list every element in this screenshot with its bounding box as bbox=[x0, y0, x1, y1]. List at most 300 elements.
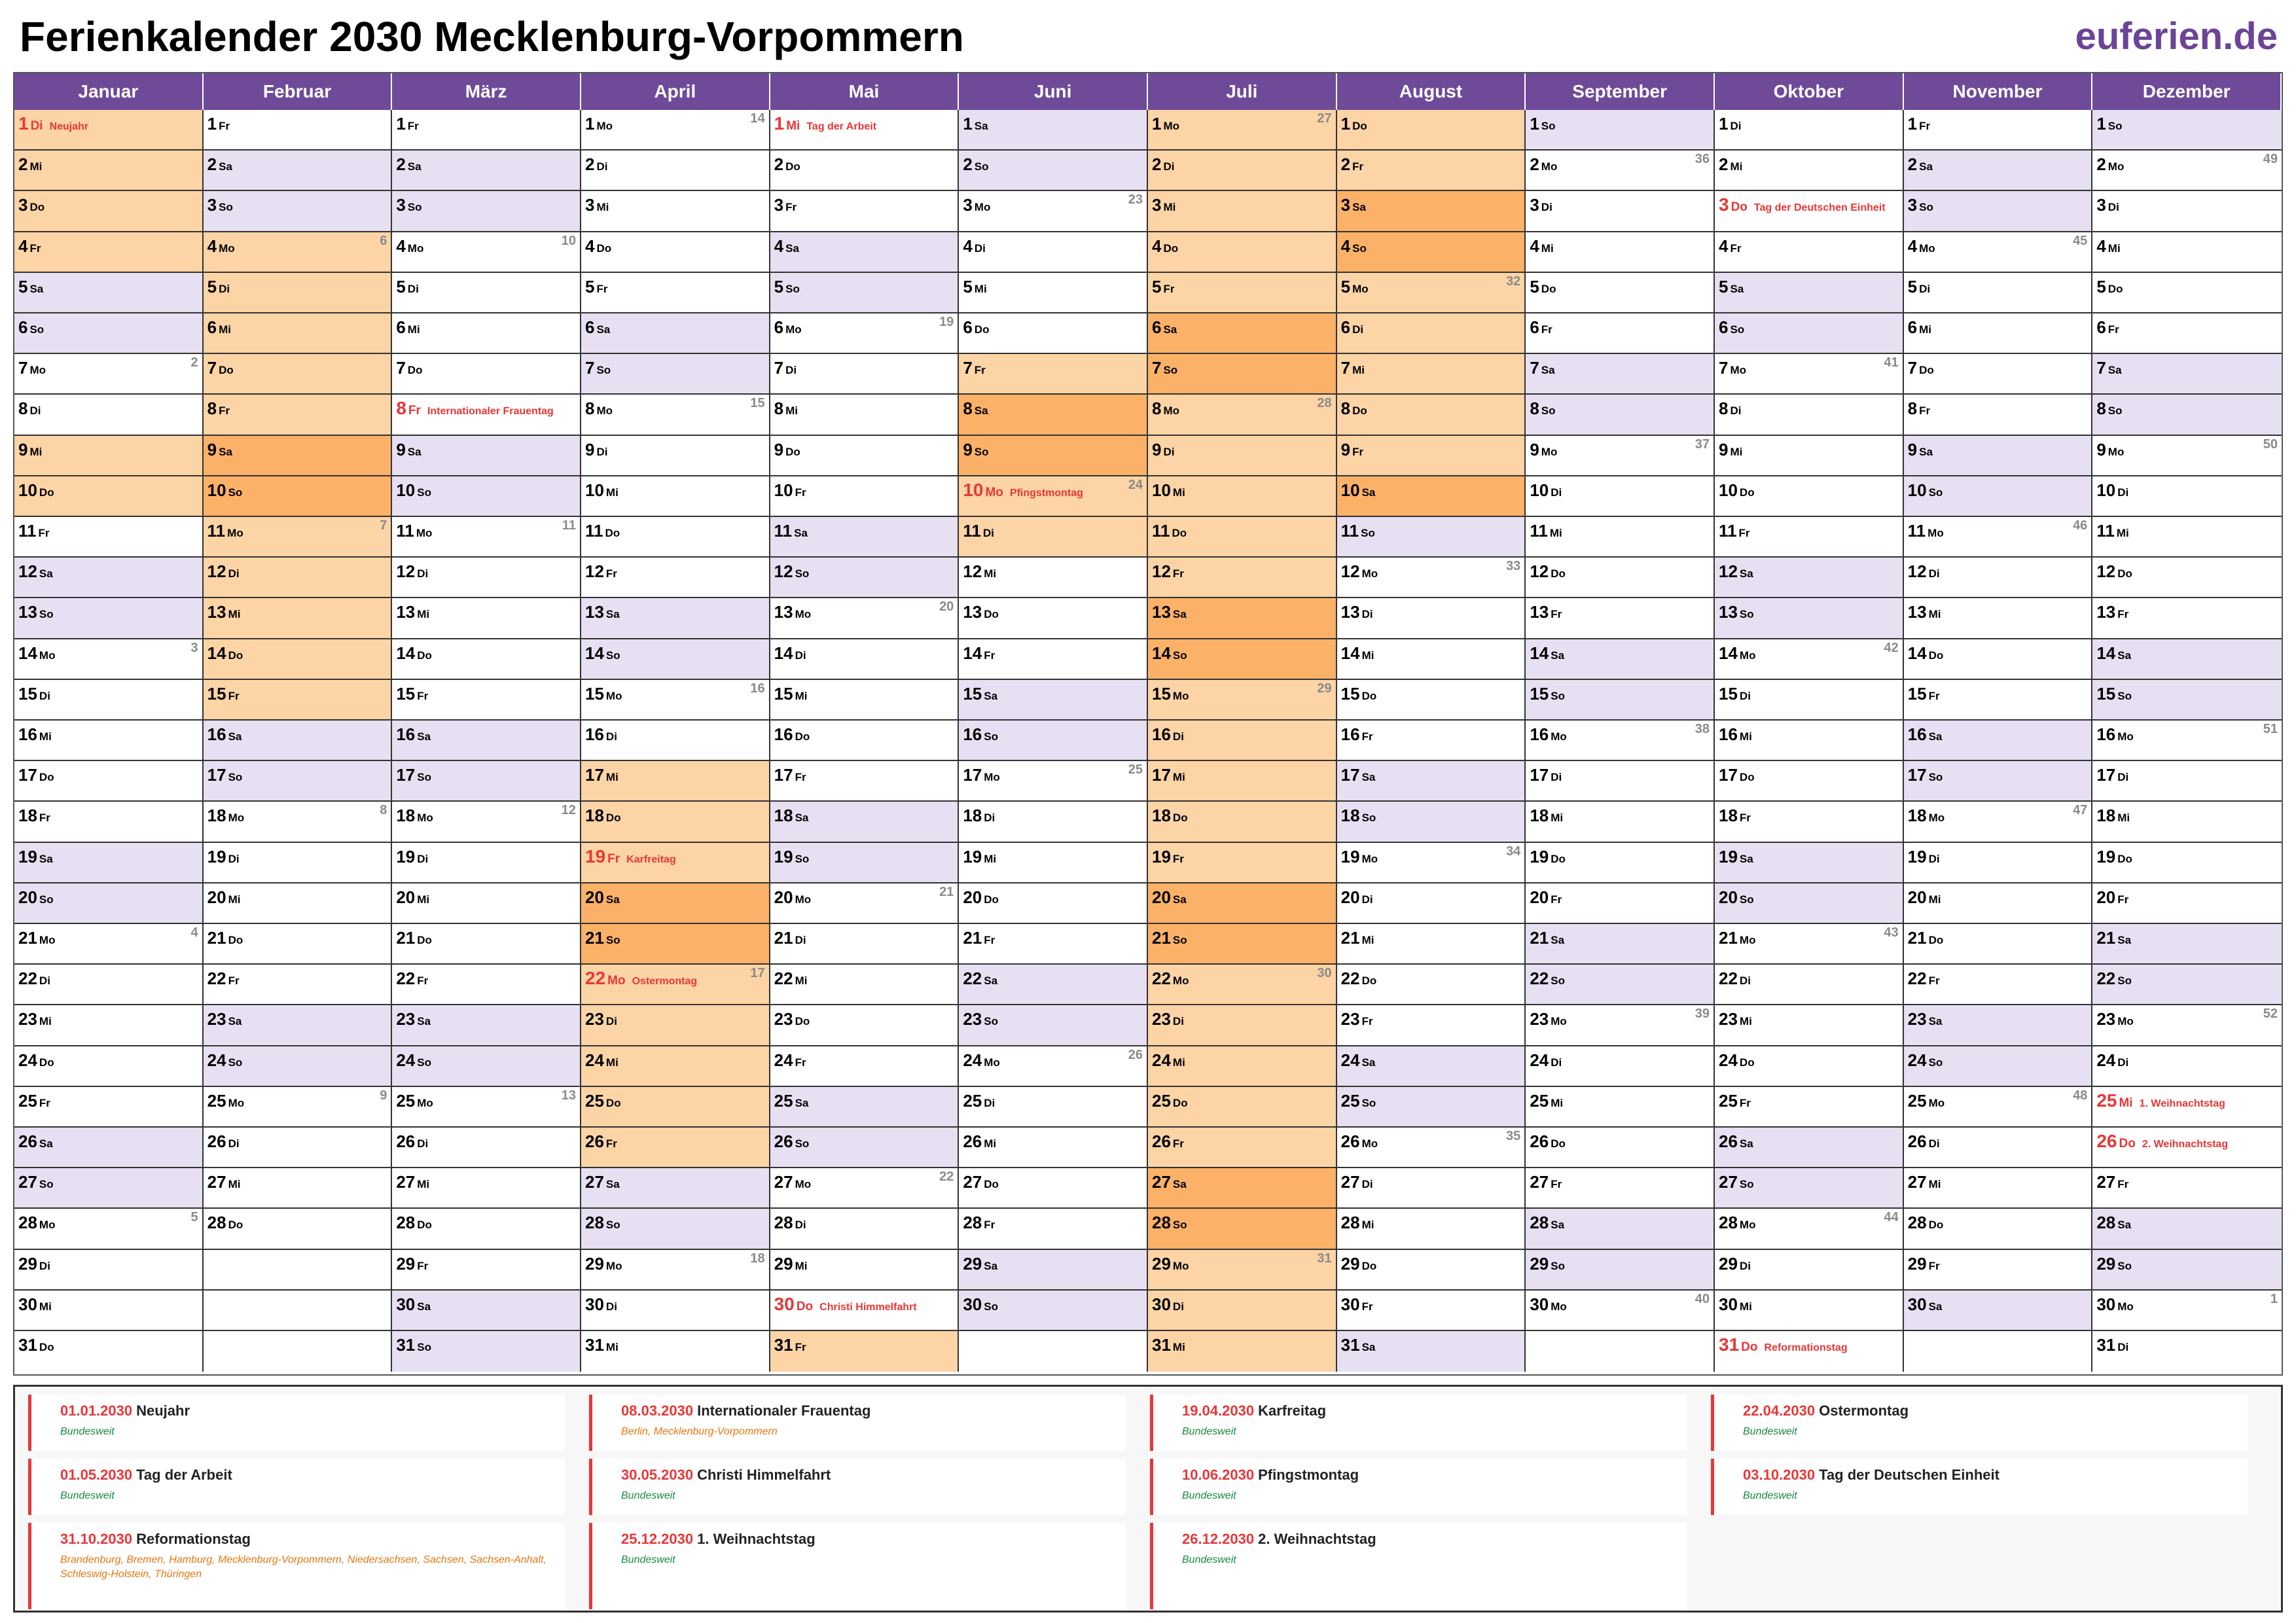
day-cell[interactable] bbox=[1715, 802, 1904, 842]
day-cell[interactable] bbox=[14, 354, 204, 395]
day-cell[interactable] bbox=[392, 639, 581, 680]
day-cell[interactable] bbox=[770, 680, 960, 721]
day-cell[interactable] bbox=[204, 639, 393, 680]
day-cell[interactable] bbox=[1337, 639, 1526, 680]
day-cell[interactable] bbox=[392, 1250, 581, 1291]
day-cell[interactable] bbox=[204, 598, 393, 639]
day-cell[interactable] bbox=[1715, 924, 1904, 965]
day-cell[interactable] bbox=[770, 273, 960, 313]
day-cell[interactable] bbox=[14, 1250, 204, 1291]
day-cell[interactable] bbox=[581, 110, 770, 151]
day-cell[interactable] bbox=[1148, 680, 1337, 721]
day-cell[interactable] bbox=[581, 761, 770, 802]
day-cell[interactable] bbox=[392, 965, 581, 1005]
day-cell[interactable] bbox=[14, 598, 204, 639]
day-cell[interactable] bbox=[1148, 558, 1337, 598]
day-cell[interactable] bbox=[2092, 558, 2282, 598]
day-cell[interactable] bbox=[1904, 436, 2093, 476]
day-cell[interactable] bbox=[2092, 680, 2282, 721]
day-cell[interactable] bbox=[770, 395, 960, 435]
day-cell[interactable] bbox=[581, 883, 770, 924]
day-cell[interactable] bbox=[204, 1209, 393, 1249]
day-cell[interactable] bbox=[581, 1168, 770, 1209]
day-cell[interactable] bbox=[1715, 1209, 1904, 1249]
day-cell[interactable] bbox=[14, 517, 204, 558]
day-cell[interactable] bbox=[2092, 436, 2282, 476]
day-cell[interactable] bbox=[1526, 232, 1715, 273]
day-cell[interactable] bbox=[1526, 1209, 1715, 1249]
day-cell[interactable] bbox=[1148, 883, 1337, 924]
day-cell[interactable] bbox=[1337, 761, 1526, 802]
day-cell[interactable] bbox=[2092, 1087, 2282, 1128]
day-cell[interactable] bbox=[959, 476, 1148, 517]
day-cell[interactable] bbox=[392, 1087, 581, 1128]
day-cell[interactable] bbox=[14, 1168, 204, 1209]
day-cell[interactable] bbox=[1715, 517, 1904, 558]
day-cell[interactable] bbox=[392, 232, 581, 273]
day-cell[interactable] bbox=[959, 232, 1148, 273]
day-cell[interactable] bbox=[581, 721, 770, 761]
day-cell[interactable] bbox=[204, 476, 393, 517]
day-cell[interactable] bbox=[1337, 721, 1526, 761]
day-cell[interactable] bbox=[2092, 1005, 2282, 1046]
day-cell[interactable] bbox=[1337, 1209, 1526, 1249]
day-cell[interactable] bbox=[2092, 1209, 2282, 1249]
day-cell[interactable] bbox=[1148, 273, 1337, 313]
day-cell[interactable] bbox=[204, 110, 393, 151]
day-cell[interactable] bbox=[392, 436, 581, 476]
day-cell[interactable] bbox=[959, 721, 1148, 761]
day-cell[interactable] bbox=[1337, 232, 1526, 273]
day-cell[interactable] bbox=[1526, 802, 1715, 842]
day-cell[interactable] bbox=[581, 273, 770, 313]
day-cell[interactable] bbox=[1526, 476, 1715, 517]
day-cell[interactable] bbox=[1337, 802, 1526, 842]
day-cell[interactable] bbox=[770, 883, 960, 924]
day-cell[interactable] bbox=[1715, 1046, 1904, 1087]
day-cell[interactable] bbox=[581, 1209, 770, 1249]
day-cell[interactable] bbox=[2092, 1291, 2282, 1331]
day-cell[interactable] bbox=[14, 1005, 204, 1046]
day-cell[interactable] bbox=[1337, 965, 1526, 1005]
day-cell[interactable] bbox=[959, 1046, 1148, 1087]
day-cell[interactable] bbox=[204, 883, 393, 924]
day-cell[interactable] bbox=[1337, 273, 1526, 313]
day-cell[interactable] bbox=[392, 883, 581, 924]
day-cell[interactable] bbox=[14, 721, 204, 761]
day-cell[interactable] bbox=[581, 1331, 770, 1372]
day-cell[interactable] bbox=[2092, 232, 2282, 273]
day-cell[interactable] bbox=[581, 1005, 770, 1046]
day-cell[interactable] bbox=[959, 598, 1148, 639]
day-cell[interactable] bbox=[1904, 1087, 2093, 1128]
day-cell[interactable] bbox=[1337, 354, 1526, 395]
day-cell[interactable] bbox=[1148, 1087, 1337, 1128]
day-cell[interactable] bbox=[2092, 721, 2282, 761]
day-cell[interactable] bbox=[959, 965, 1148, 1005]
day-cell[interactable] bbox=[1148, 1291, 1337, 1331]
day-cell[interactable] bbox=[204, 965, 393, 1005]
day-cell[interactable] bbox=[204, 1005, 393, 1046]
day-cell[interactable] bbox=[1715, 1128, 1904, 1168]
day-cell[interactable] bbox=[1526, 395, 1715, 435]
day-cell[interactable] bbox=[959, 1005, 1148, 1046]
day-cell[interactable] bbox=[1148, 476, 1337, 517]
day-cell[interactable] bbox=[581, 313, 770, 354]
day-cell[interactable] bbox=[392, 843, 581, 883]
day-cell[interactable] bbox=[1715, 680, 1904, 721]
day-cell[interactable] bbox=[1337, 843, 1526, 883]
day-cell[interactable] bbox=[770, 1005, 960, 1046]
day-cell[interactable] bbox=[1148, 232, 1337, 273]
day-cell[interactable] bbox=[1904, 802, 2093, 842]
day-cell[interactable] bbox=[204, 721, 393, 761]
day-cell[interactable] bbox=[1904, 191, 2093, 232]
day-cell[interactable] bbox=[204, 232, 393, 273]
day-cell[interactable] bbox=[1148, 1331, 1337, 1372]
day-cell[interactable] bbox=[1715, 883, 1904, 924]
day-cell[interactable] bbox=[2092, 273, 2282, 313]
day-cell[interactable] bbox=[581, 191, 770, 232]
day-cell[interactable] bbox=[14, 1331, 204, 1372]
day-cell[interactable] bbox=[14, 1209, 204, 1249]
day-cell[interactable] bbox=[392, 1331, 581, 1372]
day-cell[interactable] bbox=[1904, 639, 2093, 680]
day-cell[interactable] bbox=[1715, 395, 1904, 435]
day-cell[interactable] bbox=[392, 313, 581, 354]
day-cell[interactable] bbox=[392, 1168, 581, 1209]
day-cell[interactable] bbox=[770, 517, 960, 558]
day-cell[interactable] bbox=[204, 843, 393, 883]
day-cell[interactable] bbox=[392, 598, 581, 639]
day-cell[interactable] bbox=[1337, 1087, 1526, 1128]
day-cell[interactable] bbox=[1904, 761, 2093, 802]
day-cell[interactable] bbox=[392, 1046, 581, 1087]
day-cell[interactable] bbox=[1148, 395, 1337, 435]
day-cell[interactable] bbox=[1337, 1168, 1526, 1209]
day-cell[interactable] bbox=[1904, 395, 2093, 435]
day-cell[interactable] bbox=[959, 395, 1148, 435]
day-cell[interactable] bbox=[770, 1291, 960, 1331]
day-cell[interactable] bbox=[1526, 965, 1715, 1005]
day-cell[interactable] bbox=[1904, 1331, 2093, 1372]
day-cell[interactable] bbox=[1148, 354, 1337, 395]
day-cell[interactable] bbox=[1148, 598, 1337, 639]
day-cell[interactable] bbox=[204, 1250, 393, 1291]
day-cell[interactable] bbox=[2092, 598, 2282, 639]
day-cell[interactable] bbox=[1715, 110, 1904, 151]
day-cell[interactable] bbox=[2092, 802, 2282, 842]
day-cell[interactable] bbox=[959, 436, 1148, 476]
day-cell[interactable] bbox=[770, 313, 960, 354]
day-cell[interactable] bbox=[1715, 1331, 1904, 1372]
day-cell[interactable] bbox=[1526, 558, 1715, 598]
day-cell[interactable] bbox=[959, 883, 1148, 924]
day-cell[interactable] bbox=[1526, 110, 1715, 151]
day-cell[interactable] bbox=[1715, 1168, 1904, 1209]
day-cell[interactable] bbox=[770, 151, 960, 191]
day-cell[interactable] bbox=[581, 354, 770, 395]
day-cell[interactable] bbox=[1148, 843, 1337, 883]
day-cell[interactable] bbox=[1904, 517, 2093, 558]
day-cell[interactable] bbox=[1148, 1209, 1337, 1249]
day-cell[interactable] bbox=[959, 517, 1148, 558]
day-cell[interactable] bbox=[2092, 395, 2282, 435]
day-cell[interactable] bbox=[1526, 883, 1715, 924]
day-cell[interactable] bbox=[581, 680, 770, 721]
day-cell[interactable] bbox=[1148, 151, 1337, 191]
day-cell[interactable] bbox=[1337, 883, 1526, 924]
day-cell[interactable] bbox=[14, 965, 204, 1005]
day-cell[interactable] bbox=[1148, 436, 1337, 476]
day-cell[interactable] bbox=[1337, 476, 1526, 517]
day-cell[interactable] bbox=[581, 558, 770, 598]
day-cell[interactable] bbox=[1337, 517, 1526, 558]
day-cell[interactable] bbox=[1715, 1291, 1904, 1331]
day-cell[interactable] bbox=[14, 1128, 204, 1168]
day-cell[interactable] bbox=[1526, 191, 1715, 232]
day-cell[interactable] bbox=[2092, 1128, 2282, 1168]
day-cell[interactable] bbox=[581, 151, 770, 191]
day-cell[interactable] bbox=[1148, 1250, 1337, 1291]
day-cell[interactable] bbox=[581, 639, 770, 680]
day-cell[interactable] bbox=[1715, 151, 1904, 191]
day-cell[interactable] bbox=[959, 1168, 1148, 1209]
day-cell[interactable] bbox=[14, 1291, 204, 1331]
day-cell[interactable] bbox=[1904, 924, 2093, 965]
day-cell[interactable] bbox=[1337, 1291, 1526, 1331]
day-cell[interactable] bbox=[392, 761, 581, 802]
day-cell[interactable] bbox=[204, 1331, 393, 1372]
day-cell[interactable] bbox=[204, 151, 393, 191]
brand-logo-text[interactable]: euferien.de bbox=[2075, 15, 2278, 58]
day-cell[interactable] bbox=[1148, 1046, 1337, 1087]
day-cell[interactable] bbox=[1904, 883, 2093, 924]
day-cell[interactable] bbox=[204, 313, 393, 354]
day-cell[interactable] bbox=[959, 680, 1148, 721]
day-cell[interactable] bbox=[1337, 313, 1526, 354]
day-cell[interactable] bbox=[204, 1168, 393, 1209]
day-cell[interactable] bbox=[1715, 843, 1904, 883]
day-cell[interactable] bbox=[14, 395, 204, 435]
day-cell[interactable] bbox=[1337, 1128, 1526, 1168]
day-cell[interactable] bbox=[2092, 476, 2282, 517]
day-cell[interactable] bbox=[14, 639, 204, 680]
day-cell[interactable] bbox=[1904, 1168, 2093, 1209]
day-cell[interactable] bbox=[1337, 1250, 1526, 1291]
day-cell[interactable] bbox=[204, 802, 393, 842]
day-cell[interactable] bbox=[1526, 1250, 1715, 1291]
day-cell[interactable] bbox=[1904, 558, 2093, 598]
day-cell[interactable] bbox=[2092, 1168, 2282, 1209]
day-cell[interactable] bbox=[2092, 761, 2282, 802]
day-cell[interactable] bbox=[1904, 313, 2093, 354]
day-cell[interactable] bbox=[14, 680, 204, 721]
day-cell[interactable] bbox=[959, 1209, 1148, 1249]
day-cell[interactable] bbox=[770, 110, 960, 151]
day-cell[interactable] bbox=[1715, 476, 1904, 517]
day-cell[interactable] bbox=[204, 1087, 393, 1128]
day-cell[interactable] bbox=[1715, 1005, 1904, 1046]
day-cell[interactable] bbox=[1715, 598, 1904, 639]
day-cell[interactable] bbox=[770, 843, 960, 883]
day-cell[interactable] bbox=[1526, 639, 1715, 680]
day-cell[interactable] bbox=[1904, 354, 2093, 395]
day-cell[interactable] bbox=[1337, 191, 1526, 232]
day-cell[interactable] bbox=[392, 476, 581, 517]
day-cell[interactable] bbox=[1526, 1291, 1715, 1331]
day-cell[interactable] bbox=[1526, 1087, 1715, 1128]
day-cell[interactable] bbox=[1337, 1005, 1526, 1046]
day-cell[interactable] bbox=[204, 354, 393, 395]
day-cell[interactable] bbox=[14, 1087, 204, 1128]
day-cell[interactable] bbox=[581, 436, 770, 476]
day-cell[interactable] bbox=[959, 802, 1148, 842]
day-cell[interactable] bbox=[392, 191, 581, 232]
day-cell[interactable] bbox=[14, 151, 204, 191]
day-cell[interactable] bbox=[392, 517, 581, 558]
day-cell[interactable] bbox=[1337, 680, 1526, 721]
day-cell[interactable] bbox=[1904, 598, 2093, 639]
day-cell[interactable] bbox=[14, 191, 204, 232]
day-cell[interactable] bbox=[770, 354, 960, 395]
day-cell[interactable] bbox=[1148, 1168, 1337, 1209]
day-cell[interactable] bbox=[770, 476, 960, 517]
day-cell[interactable] bbox=[1148, 1128, 1337, 1168]
day-cell[interactable] bbox=[959, 1331, 1148, 1372]
day-cell[interactable] bbox=[1715, 761, 1904, 802]
day-cell[interactable] bbox=[770, 558, 960, 598]
day-cell[interactable] bbox=[2092, 110, 2282, 151]
day-cell[interactable] bbox=[959, 191, 1148, 232]
day-cell[interactable] bbox=[770, 965, 960, 1005]
day-cell[interactable] bbox=[1337, 436, 1526, 476]
day-cell[interactable] bbox=[1148, 517, 1337, 558]
day-cell[interactable] bbox=[1904, 1005, 2093, 1046]
day-cell[interactable] bbox=[14, 436, 204, 476]
day-cell[interactable] bbox=[204, 1291, 393, 1331]
day-cell[interactable] bbox=[959, 1087, 1148, 1128]
day-cell[interactable] bbox=[1526, 761, 1715, 802]
day-cell[interactable] bbox=[204, 680, 393, 721]
day-cell[interactable] bbox=[1337, 395, 1526, 435]
day-cell[interactable] bbox=[959, 761, 1148, 802]
day-cell[interactable] bbox=[1715, 1250, 1904, 1291]
day-cell[interactable] bbox=[1148, 191, 1337, 232]
day-cell[interactable] bbox=[959, 1291, 1148, 1331]
day-cell[interactable] bbox=[1904, 110, 2093, 151]
day-cell[interactable] bbox=[204, 1128, 393, 1168]
day-cell[interactable] bbox=[1904, 1250, 2093, 1291]
day-cell[interactable] bbox=[1526, 598, 1715, 639]
day-cell[interactable] bbox=[1148, 965, 1337, 1005]
day-cell[interactable] bbox=[14, 924, 204, 965]
day-cell[interactable] bbox=[2092, 517, 2282, 558]
day-cell[interactable] bbox=[770, 1209, 960, 1249]
day-cell[interactable] bbox=[1148, 313, 1337, 354]
day-cell[interactable] bbox=[581, 232, 770, 273]
day-cell[interactable] bbox=[1904, 965, 2093, 1005]
day-cell[interactable] bbox=[581, 1291, 770, 1331]
day-cell[interactable] bbox=[392, 1209, 581, 1249]
day-cell[interactable] bbox=[392, 680, 581, 721]
day-cell[interactable] bbox=[392, 1291, 581, 1331]
day-cell[interactable] bbox=[1904, 151, 2093, 191]
day-cell[interactable] bbox=[14, 1046, 204, 1087]
day-cell[interactable] bbox=[770, 1046, 960, 1087]
day-cell[interactable] bbox=[204, 517, 393, 558]
day-cell[interactable] bbox=[959, 924, 1148, 965]
day-cell[interactable] bbox=[204, 558, 393, 598]
day-cell[interactable] bbox=[959, 558, 1148, 598]
day-cell[interactable] bbox=[14, 761, 204, 802]
day-cell[interactable] bbox=[581, 1128, 770, 1168]
day-cell[interactable] bbox=[1526, 680, 1715, 721]
day-cell[interactable] bbox=[14, 313, 204, 354]
day-cell[interactable] bbox=[581, 1046, 770, 1087]
day-cell[interactable] bbox=[392, 354, 581, 395]
day-cell[interactable] bbox=[1526, 1005, 1715, 1046]
day-cell[interactable] bbox=[581, 517, 770, 558]
day-cell[interactable] bbox=[1526, 151, 1715, 191]
day-cell[interactable] bbox=[1526, 1128, 1715, 1168]
day-cell[interactable] bbox=[1715, 721, 1904, 761]
day-cell[interactable] bbox=[959, 1128, 1148, 1168]
day-cell[interactable] bbox=[1526, 721, 1715, 761]
day-cell[interactable] bbox=[770, 721, 960, 761]
day-cell[interactable] bbox=[1148, 1005, 1337, 1046]
day-cell[interactable] bbox=[392, 558, 581, 598]
day-cell[interactable] bbox=[2092, 883, 2282, 924]
day-cell[interactable] bbox=[1715, 639, 1904, 680]
day-cell[interactable] bbox=[204, 191, 393, 232]
day-cell[interactable] bbox=[392, 273, 581, 313]
day-cell[interactable] bbox=[1337, 558, 1526, 598]
day-cell[interactable] bbox=[770, 639, 960, 680]
day-cell[interactable] bbox=[2092, 354, 2282, 395]
day-cell[interactable] bbox=[2092, 151, 2282, 191]
day-cell[interactable] bbox=[959, 273, 1148, 313]
day-cell[interactable] bbox=[1904, 1291, 2093, 1331]
day-cell[interactable] bbox=[14, 232, 204, 273]
day-cell[interactable] bbox=[581, 598, 770, 639]
day-cell[interactable] bbox=[1715, 313, 1904, 354]
day-cell[interactable] bbox=[14, 273, 204, 313]
day-cell[interactable] bbox=[1148, 721, 1337, 761]
day-cell[interactable] bbox=[2092, 639, 2282, 680]
day-cell[interactable] bbox=[14, 476, 204, 517]
day-cell[interactable] bbox=[1715, 273, 1904, 313]
day-cell[interactable] bbox=[770, 436, 960, 476]
day-cell[interactable] bbox=[770, 598, 960, 639]
day-cell[interactable] bbox=[770, 924, 960, 965]
day-cell[interactable] bbox=[959, 1250, 1148, 1291]
day-cell[interactable] bbox=[1337, 924, 1526, 965]
day-cell[interactable] bbox=[392, 802, 581, 842]
day-cell[interactable] bbox=[14, 110, 204, 151]
day-cell[interactable] bbox=[1337, 598, 1526, 639]
day-cell[interactable] bbox=[770, 761, 960, 802]
day-cell[interactable] bbox=[2092, 1250, 2282, 1291]
day-cell[interactable] bbox=[1337, 1331, 1526, 1372]
day-cell[interactable] bbox=[1715, 354, 1904, 395]
day-cell[interactable] bbox=[1715, 436, 1904, 476]
day-cell[interactable] bbox=[1526, 1046, 1715, 1087]
day-cell[interactable] bbox=[581, 395, 770, 435]
day-cell[interactable] bbox=[1904, 680, 2093, 721]
day-cell[interactable] bbox=[1337, 151, 1526, 191]
day-cell[interactable] bbox=[1715, 1087, 1904, 1128]
